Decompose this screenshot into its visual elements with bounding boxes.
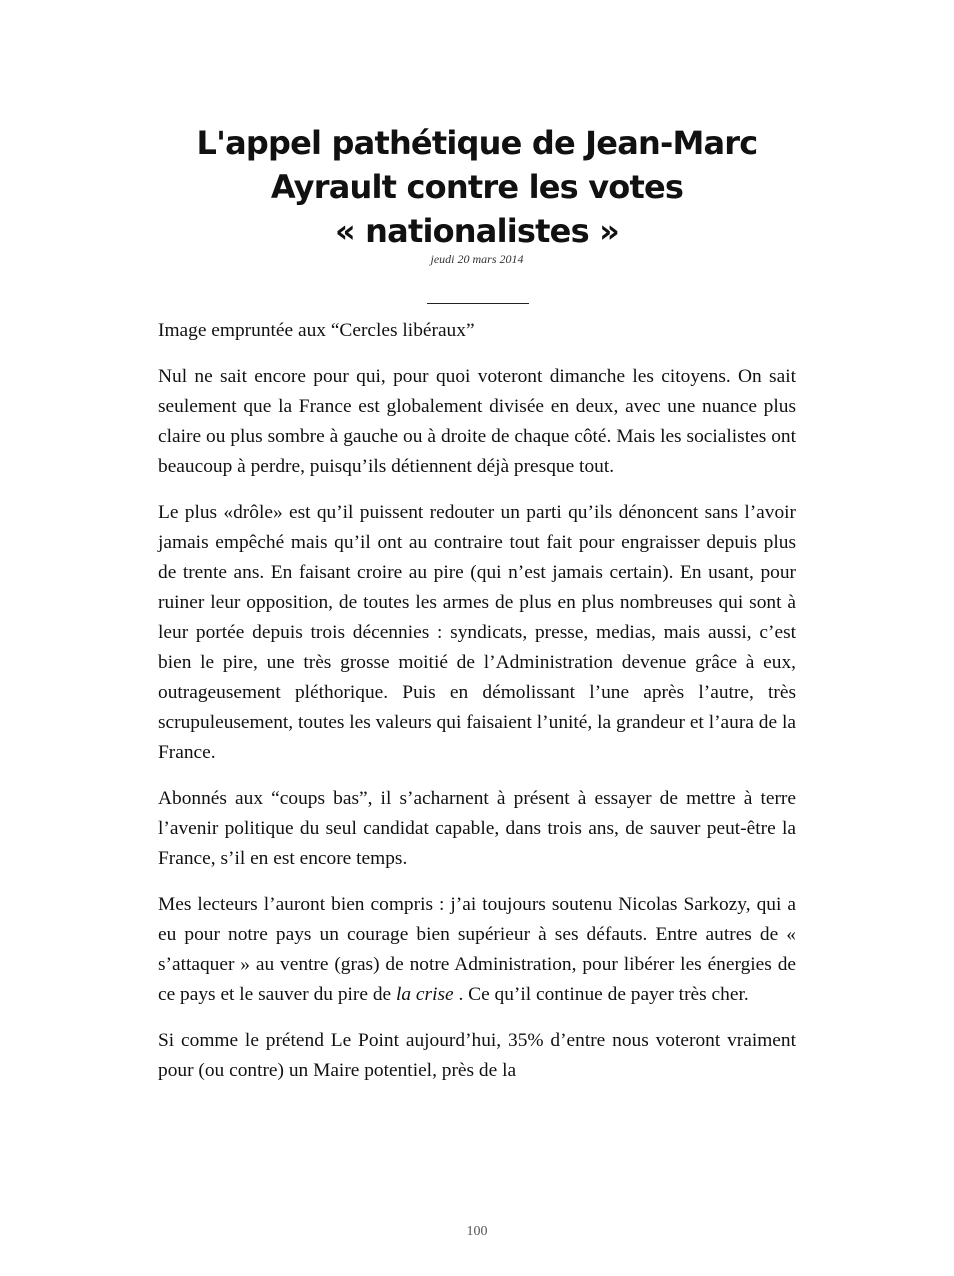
paragraph-5: Si comme le prétend Le Point aujourd’hui, 35% d’entre nous voteront vraiment pour (ou contre) un Maire potentiel, près de la — [158, 1030, 796, 1081]
page-number: 100 — [466, 1224, 488, 1239]
paragraph-4-text-start: Mes lecteurs l’auront bien compris : j’ai toujours soutenu Nicolas Sarkozy, qui a eu pour notre pays un courage bien supérieur à ses défauts. Entre autres de « s’attaquer » au ventre (gras) de notre Administration, pour libérer les énergies de ce pays et le sauver du pire de — [158, 894, 796, 1005]
paragraph-2: Le plus «drôle» est qu’il puissent redouter un parti qu’ils dénoncent sans l’avoir jamais empêché mais qu’il ont au contraire tout fait pour engraisser depuis plus de trente ans. En faisant croire au pire (qui n’est jamais certain). En usant, pour ruiner leur opposition, de toutes les armes de plus en plus nombreuses qui sont à leur portée depuis trois décennies : syndicats, presse, medias, mais aussi, c’est bien le pire, une très grosse moitié de l’Administration devenue grâce à eux, outrageusement pléthorique. Puis en démolissant l’une après l’autre, très scrupuleusement, toutes les valeurs qui faisaient l’unité, la grandeur et l’aura de la France. — [158, 502, 796, 763]
title-divider — [427, 303, 529, 304]
paragraph-4 — [158, 890, 796, 1010]
paragraph-4-text-end: . Ce qu’il continue de payer très cher. — [453, 984, 749, 1005]
article-title — [150, 121, 804, 253]
image-caption: Image empruntée aux “Cercles libéraux” — [158, 320, 475, 341]
paragraph-4-italic: la crise — [395, 984, 454, 1005]
title-line-2: Ayrault contre les votes — [270, 168, 684, 206]
title-line-3: « nationalistes » — [334, 212, 620, 250]
paragraph-5-crop — [158, 1026, 796, 1086]
article-date: jeudi 20 mars 2014 — [430, 252, 524, 266]
paragraph-3: Abonnés aux “coups bas”, il s’acharnent à présent à essayer de mettre à terre l’avenir politique du seul candidat capable, dans trois ans, de sauver peut-être la France, s’il en est encore temps. — [158, 788, 796, 869]
title-line-1: L'appel pathétique de Jean-Marc — [196, 124, 758, 162]
paragraph-1: Nul ne sait encore pour qui, pour quoi voteront dimanche les citoyens. On sait seulement que la France est globalement divisée en deux, avec une nuance plus claire ou plus sombre à gauche ou à droite de chaque côté. Mais les socialistes ont beaucoup à perdre, puisqu’ils détiennent déjà presque tout. — [158, 366, 796, 477]
article-body — [158, 316, 796, 1086]
